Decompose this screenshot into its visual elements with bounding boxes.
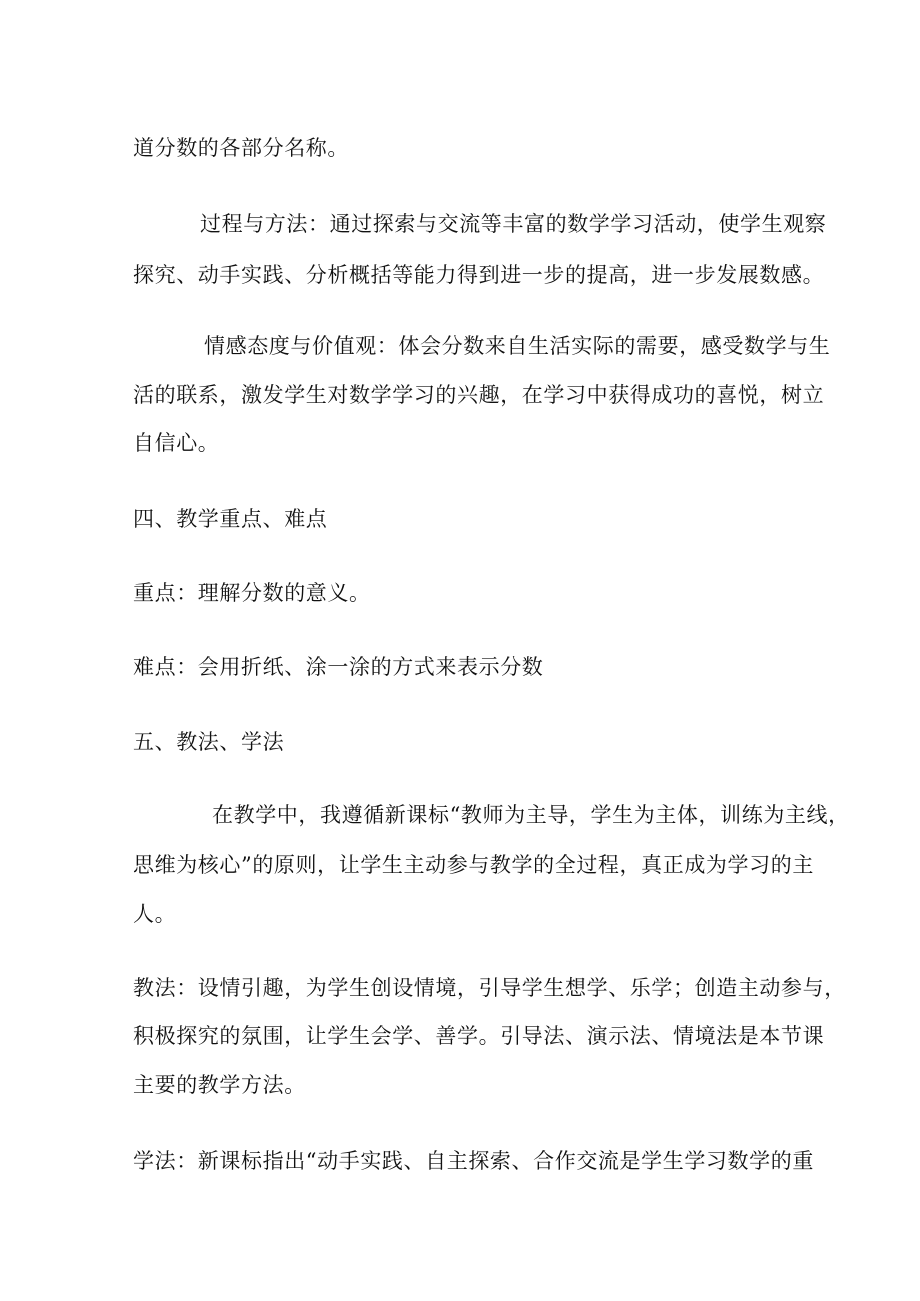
paragraph-line: 自信心。 — [133, 431, 220, 455]
paragraph-line: 在教学中，我遵循新课标“教师为主导，学生为主体，训练为主线， — [212, 803, 850, 827]
paragraph-line: 情感态度与价值观：体会分数来自生活实际的需要，感受数学与生 — [204, 334, 831, 358]
paragraph-line: 探究、动手实践、分析概括等能力得到进一步的提高，进一步发展数感。 — [133, 263, 825, 287]
paragraph-line: 积极探究的氛围，让学生会学、善学。引导法、演示法、情境法是本节课 — [133, 1024, 825, 1048]
paragraph-line: 学法：新课标指出“动手实践、自主探索、合作交流是学生学习数学的重 — [133, 1149, 814, 1173]
section-heading: 四、教学重点、难点 — [133, 507, 328, 531]
paragraph-line: 教法：设情引趣，为学生创设情境，引导学生想学、乐学；创造主动参与， — [133, 976, 846, 1000]
section-heading: 五、教法、学法 — [133, 730, 285, 754]
paragraph-line: 难点：会用折纸、涂一涂的方式来表示分数 — [133, 655, 544, 679]
paragraph-line: 重点：理解分数的意义。 — [133, 581, 371, 605]
paragraph-line: 过程与方法：通过探索与交流等丰富的数学学习活动，使学生观察 — [200, 212, 827, 236]
paragraph-line: 思维为核心”的原则，让学生主动参与教学的全过程，真正成为学习的主 — [133, 853, 814, 877]
paragraph-line: 活的联系，激发学生对数学学习的兴趣，在学习中获得成功的喜悦，树立 — [133, 383, 825, 407]
paragraph-line: 道分数的各部分名称。 — [133, 136, 349, 160]
paragraph-line: 主要的教学方法。 — [133, 1073, 306, 1097]
paragraph-line: 人。 — [133, 902, 177, 926]
